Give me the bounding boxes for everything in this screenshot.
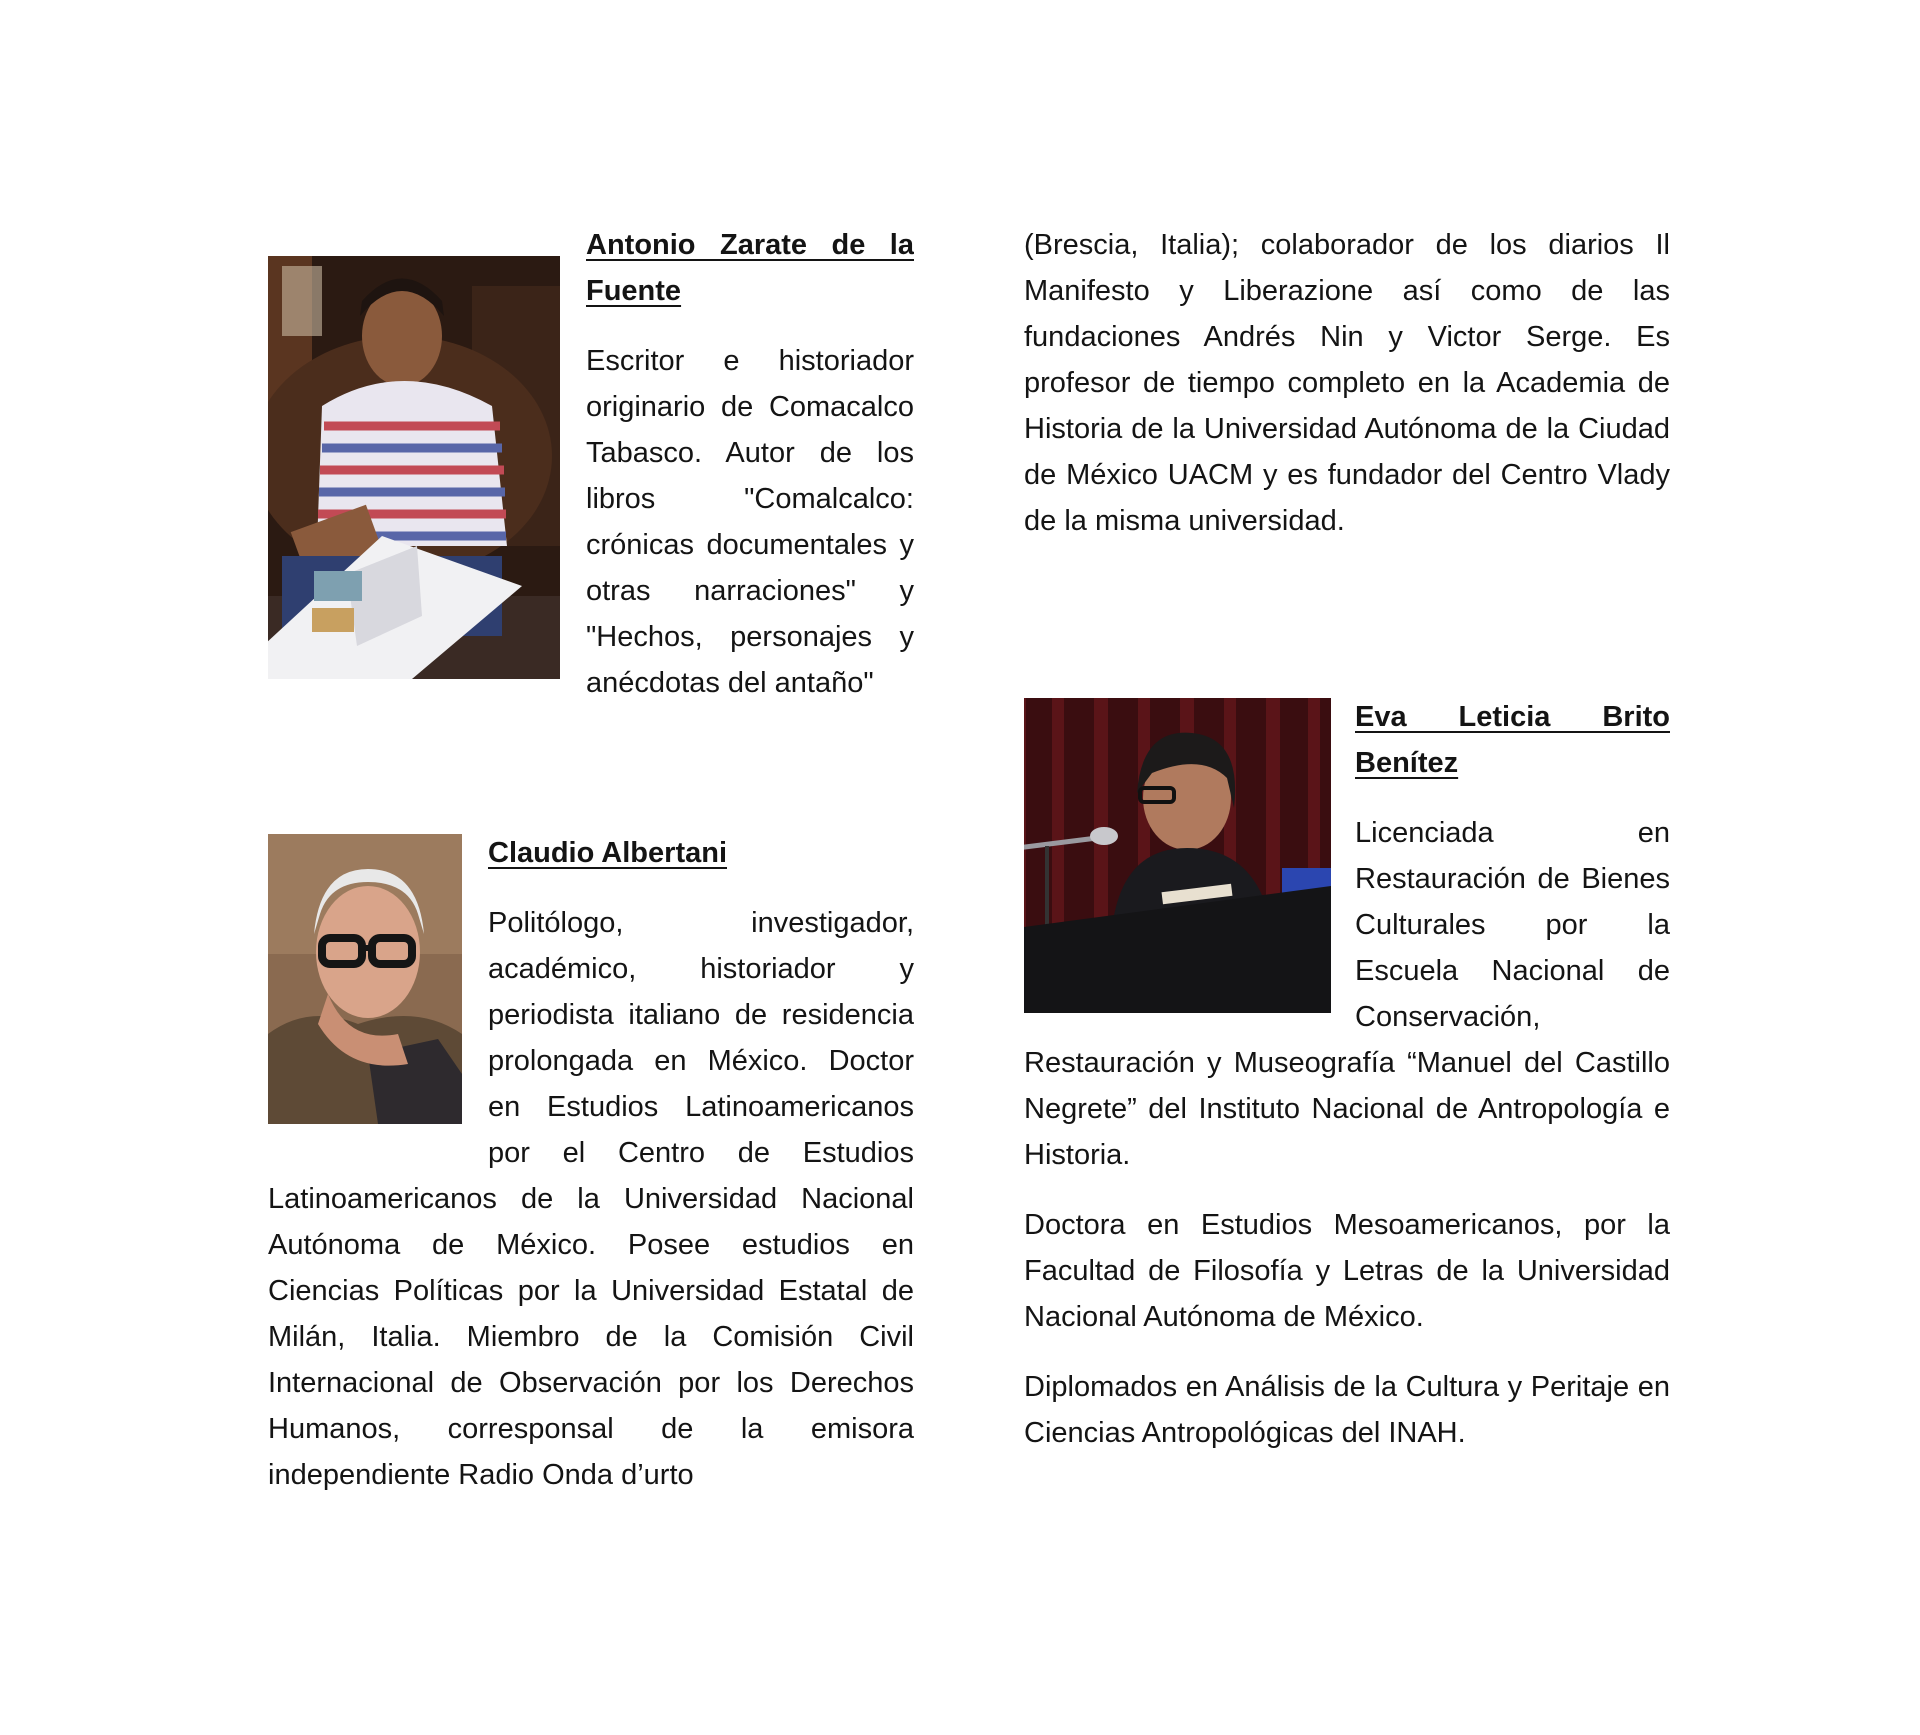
antonio-zarate-photo (268, 256, 560, 679)
claudio-albertani-photo (268, 834, 462, 1124)
bio-antonio-zarate (268, 222, 914, 730)
bio-claudio-albertani (268, 830, 914, 1522)
antonio-zarate-name: Antonio Zarate de la Fuente (586, 229, 914, 307)
left-column (268, 222, 914, 1522)
eva-brito-bio-paragraph-3: Diplomados en Análisis de la Cultura y Peritaje en Ciencias Antropológicas del INAH. (1024, 1371, 1670, 1449)
antonio-zarate-bio-text: Escritor e historiador originario de Comacalco Tabasco. Autor de los libros "Comalcalco: crónicas documentales y otras narraciones" y "Hechos, personajes y anécdotas del antaño" (586, 345, 914, 699)
bio-eva-brito (1024, 694, 1670, 1480)
claudio-albertani-bio-continuation-text: (Brescia, Italia); colaborador de los diarios Il Manifesto y Liberazione así como de las fundaciones Andrés Nin y Victor Serge. Es profesor de tiempo completo en la Academia de Historia de la Universidad Autónoma de la Ciudad de México UACM y es fundador del Centro Vlady de la misma universidad. (1024, 229, 1670, 537)
claudio-albertani-bio-continuation (1024, 222, 1670, 544)
eva-brito-photo (1024, 698, 1331, 1013)
right-column (1024, 222, 1670, 1480)
claudio-albertani-name: Claudio Albertani (488, 837, 727, 869)
eva-brito-name: Eva Leticia Brito Benítez (1355, 701, 1670, 779)
eva-brito-bio-paragraph-1: Licenciada en Restauración de Bienes Culturales por la Escuela Nacional de Conservación, Restauración y Museografía “Manuel del Castillo Negrete” del Instituto Nacional de Antropología e Historia. (1024, 817, 1670, 1171)
eva-brito-bio-paragraph-2: Doctora en Estudios Mesoamericanos, por la Facultad de Filosofía y Letras de la Universidad Nacional Autónoma de México. (1024, 1209, 1670, 1333)
claudio-albertani-bio-text: Politólogo, investigador, académico, historiador y periodista italiano de residencia prolongada en México. Doctor en Estudios Latinoamericanos por el Centro de Estudios Latinoamericanos de la Universidad Nacional Autónoma de México. Posee estudios en Ciencias Políticas por la Universidad Estatal de Milán, Italia. Miembro de la Comisión Civil Internacional de Observación por los Derechos Humanos, corresponsal de la emisora independiente Radio Onda d’urto (268, 907, 914, 1491)
